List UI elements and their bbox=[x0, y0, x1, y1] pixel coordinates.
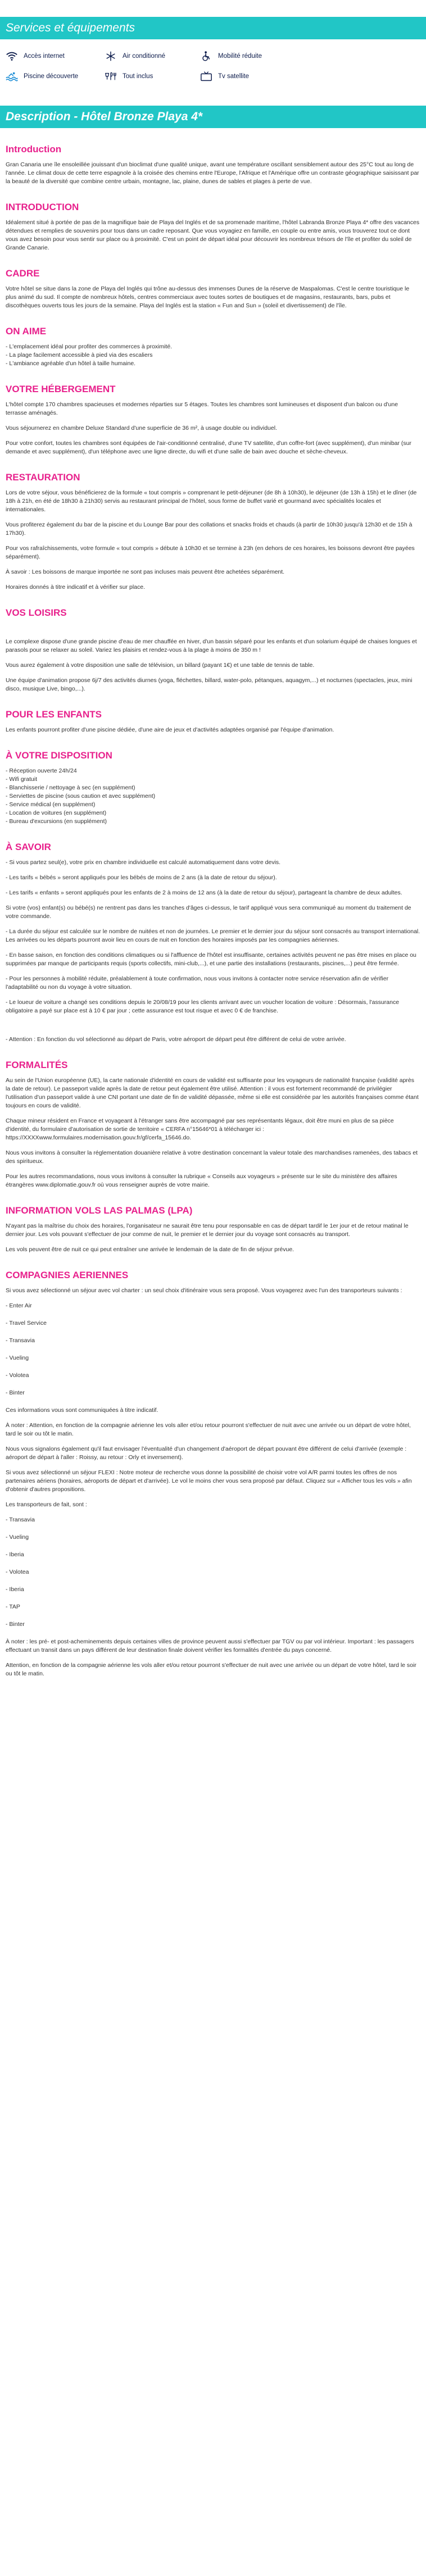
service-pool bbox=[6, 71, 105, 82]
paragraph: Si vous avez sélectionné un séjour FLEXI : Notre moteur de recherche vous donne la possibilité de choisir votre vol A/R parmi toutes les offres de nos partenaires aériens (horaires, aéroports de départ et d'arrivée). Le vol le moins cher vous sera proposé par défaut. Cliquez sur « Afficher tous les vols » afin d'obtenir d'autres propositions. bbox=[6, 1469, 412, 1493]
on-aime-list bbox=[6, 343, 420, 368]
service-label: Air conditionné bbox=[123, 53, 166, 60]
paragraph: Vous séjournerez en chambre Deluxe Standard d'une superficie de 36 m², à usage double ou individuel. bbox=[6, 425, 277, 431]
paragraph: Ces informations vous sont communiquées à titre indicatif. bbox=[6, 1407, 158, 1414]
paragraph: N'ayant pas la maîtrise du choix des horaires, l'organisateur ne saurait être tenu pour responsable en cas de départ tardif le 1er jour et de retour matinal le dernier jour. Les vols pouvant s'effectuer de jour comme de nuit, le premier et le dernier jour du voyage sont consacrés au transport. bbox=[6, 1223, 409, 1238]
description-content bbox=[0, 144, 426, 1678]
list-item: - La plage facilement accessible à pied via des escaliers bbox=[6, 352, 153, 358]
paragraph: Vous aurez également à votre disposition une salle de télévision, un billard (payant 1€) et une table de tennis de table. bbox=[6, 662, 315, 669]
section-heading-disposition: À VOTRE DISPOSITION bbox=[6, 750, 112, 761]
paragraph: Nous vous signalons également qu'il faut envisager l'éventualité d'un changement d'aéroport de départ pouvant être différent de celui d'arrivée (exemple : aéroport de départ à l'aller : Roissy, au retour : Orly et inversement). bbox=[6, 1446, 407, 1461]
disposition-list bbox=[6, 767, 420, 826]
list-item: - TAP bbox=[6, 1603, 20, 1610]
list-item: - Binter bbox=[6, 1621, 25, 1628]
list-item: - Iberia bbox=[6, 1551, 24, 1558]
spacer bbox=[6, 1022, 420, 1035]
list-item: - Iberia bbox=[6, 1586, 24, 1593]
section-heading-restauration: RESTAURATION bbox=[6, 472, 80, 483]
paragraph: Les transporteurs de fait, sont : bbox=[6, 1501, 87, 1508]
all-inclusive-icon bbox=[105, 71, 117, 82]
spacer bbox=[6, 624, 420, 638]
list-item: - Wifi gratuit bbox=[6, 776, 38, 783]
section-heading-enfants: POUR LES ENFANTS bbox=[6, 709, 102, 720]
services-banner: Services et équipements bbox=[0, 17, 426, 39]
section-heading-introduction-2: INTRODUCTION bbox=[6, 202, 79, 212]
carriers-flexi-list bbox=[6, 1516, 420, 1629]
list-item: - Serviettes de piscine (sous caution et avec supplément) bbox=[6, 793, 156, 799]
paragraph: Au sein de l'Union européenne (UE), la carte nationale d'identité en cours de validité est suffisante pour les voyageurs de nationalité française (validité après la date de retour). Le passeport valide après la date de retour peut également être utilisé. Attention : il vous est fortement recommandé de privilégier l'utilisation d'un passeport valide à une CNI portant une date de fin de validité dépassée, même si elle est considérée par les autorités françaises comme étant toujours en cours de validité. bbox=[6, 1077, 419, 1109]
paragraph: - Les tarifs « bébés » seront appliqués pour les bébés de moins de 2 ans (à la date de retour du séjour). bbox=[6, 874, 277, 881]
paragraph: - Attention : En fonction du vol sélectionné au départ de Paris, votre aéroport de départ peut être différent de celui de votre arrivée. bbox=[6, 1036, 346, 1043]
paragraph: - Le loueur de voiture a changé ses conditions depuis le 20/08/19 pour les clients arrivant avec un voucher location de voiture : Désormais, l'assurance obligatoire a payé sur place est à 10 € par jour ; cette assurance est tout risque et avec 0 € de franchise. bbox=[6, 999, 400, 1014]
service-label: Tout inclus bbox=[123, 73, 153, 80]
list-item: - Volotea bbox=[6, 1569, 29, 1575]
services-grid bbox=[0, 39, 426, 92]
wheelchair-icon bbox=[200, 51, 212, 62]
paragraph: Les enfants pourront profiter d'une piscine dédiée, d'une aire de jeux et d'activités adaptées organisé par l'équipe d'animation. bbox=[6, 726, 334, 733]
paragraph: Gran Canaria une île ensoleillée jouissant d'un bioclimat d'une qualité unique, avant une température oscillant sensiblement autour des 25°C tout au long de l'année. Le climat doux de cette terre espagnole à la croisée des chemins entre l'Europe, l'Afrique et l'Amérique offre un contraste géographique saisissant par la beauté de la diversité que combine centre urbain, montagne, lac, plaine, dunes de sables et plages à perte de vue. bbox=[6, 161, 419, 185]
paragraph: - Les tarifs « enfants » seront appliqués pour les enfants de 2 à moins de 12 ans (à la date de retour du séjour), partageant la chambre de deux adultes. bbox=[6, 889, 402, 896]
service-all-inclusive bbox=[105, 71, 200, 82]
list-item: - L'ambiance agréable d'un hôtel à taille humaine. bbox=[6, 360, 136, 367]
service-label: Tv satellite bbox=[218, 73, 249, 80]
paragraph: À noter : les pré- et post-acheminements depuis certaines villes de province peuvent aussi s'effectuer par TGV ou par vol intérieur. Important : les passagers effectuant un transit dans un pays différent de leur destination finale doivent vérifier les formalités d'entrée du pays concerné. bbox=[6, 1638, 414, 1653]
paragraph: Pour les autres recommandations, nous vous invitons à consulter la rubrique « Conseils aux voyageurs » présente sur le site du ministère des affaires étrangères www.diplomatie.gouv.fr où vous renseigner auprès de votre mairie. bbox=[6, 1173, 397, 1188]
paragraph: Attention, en fonction de la compagnie aérienne les vols aller et/ou retour pourront s'effectuer de nuit avec une arrivée ou un départ de votre hôtel, tard le soir ou tôt le matin. bbox=[6, 1662, 416, 1677]
list-item: - L'emplacement idéal pour profiter des commerces à proximité. bbox=[6, 343, 173, 350]
paragraph: Idéalement situé à portée de pas de la magnifique baie de Playa del Inglés et de sa promenade maritime, l'hôtel Labranda Bronze Playa 4* offre des vacances détendues et remplies de souvenirs pour tous dans un cadre reposant. Que vous voyagiez en famille, en couple ou entre amis, vous trouverez tout ce dont vous avez besoin pour vous sentir sur place ou à proximité. C'est un point de départ idéal pour découvrir les nombreux trésors de l'île et profiter du soleil de Grande Canarie. bbox=[6, 219, 420, 251]
section-heading-information-vols: INFORMATION VOLS LAS PALMAS (LPA) bbox=[6, 1205, 193, 1216]
section-heading-introduction: Introduction bbox=[6, 144, 62, 155]
paragraph: À savoir : Les boissons de marque importée ne sont pas incluses mais peuvent être achetées séparément. bbox=[6, 569, 285, 575]
section-heading-savoir: À SAVOIR bbox=[6, 842, 51, 852]
paragraph: Pour vos rafraîchissements, votre formule « tout compris » débute à 10h30 et se termine à 23h (en dehors de ces horaires, les boissons devront être payées séparément). bbox=[6, 545, 415, 560]
list-item: - Réception ouverte 24h/24 bbox=[6, 767, 77, 774]
section-heading-formalites: FORMALITÉS bbox=[6, 1060, 68, 1070]
carriers-charter-list bbox=[6, 1302, 420, 1397]
paragraph: Lors de votre séjour, vous bénéficierez de la formule « tout compris » comprenant le petit-déjeuner (de 8h à 10h30), le déjeuner (de 13h à 15h) et le dîner (de 18h à 21h, en été de 18h30 à 21h30) servis au restaurant principal de l'hôtel, sous forme de buffet varié et gourmand avec spécialités locales et internationales. bbox=[6, 489, 417, 513]
list-item: - Volotea bbox=[6, 1372, 29, 1379]
service-mobility bbox=[200, 51, 420, 62]
pool-icon bbox=[6, 71, 18, 82]
paragraph: Chaque mineur résident en France et voyageant à l'étranger sans être accompagné par ses représentants légaux, doit être muni en plus de sa pièce d'identité, du formulaire d'autorisation de sortie de territoire « CERFA n°15646*01 à télécharger ici : https://XXXXwww.formulaires.modernisation.gouv.fr/gf/cerfa_15646.do. bbox=[6, 1117, 394, 1141]
paragraph: À noter : Attention, en fonction de la compagnie aérienne les vols aller et/ou retour pourront s'effectuer de nuit avec une arrivée ou un départ de votre hôtel, tard le soir ou tôt le matin. bbox=[6, 1422, 411, 1437]
list-item: - Service médical (en supplément) bbox=[6, 801, 96, 808]
paragraph: - Si vous partez seul(e), votre prix en chambre individuelle est calculé automatiquement dans votre devis. bbox=[6, 859, 281, 866]
list-item: - Blanchisserie / nettoyage à sec (en supplément) bbox=[6, 784, 135, 791]
paragraph: Les vols peuvent être de nuit ce qui peut entraîner une arrivée le lendemain de la date de fin de séjour prévue. bbox=[6, 1246, 294, 1253]
page bbox=[0, 17, 426, 1678]
paragraph: Une équipe d'animation propose 6j/7 des activités diurnes (yoga, fléchettes, billard, water-polo, pétanques, aquagym,...) et nocturnes (spectacles, jeux, mini disco, musique Live, bingo,...). bbox=[6, 677, 413, 692]
paragraph: Pour votre confort, toutes les chambres sont équipées de l'air-conditionné centralisé, d'une TV satellite, d'un coffre-fort (avec supplément), d'un minibar (sur demande et avec supplément), d'un téléphone avec une ligne directe, du wifi et d'une salle de bain avec douche et sèche-cheveux. bbox=[6, 440, 412, 455]
paragraph: - En basse saison, en fonction des conditions climatiques ou si l'affluence de l'hôtel est insuffisante, certaines activités peuvent ne pas être mises en place ou supprimées par manque de participants requis (sports collectifs, mini-club,...), et une partie des installations (restaurants, piscines,...) peut être fermée. bbox=[6, 952, 416, 967]
service-internet bbox=[6, 51, 105, 62]
tv-icon bbox=[200, 71, 212, 82]
snowflake-icon bbox=[105, 51, 117, 62]
paragraph: Le complexe dispose d'une grande piscine d'eau de mer chauffée en hiver, d'un bassin séparé pour les enfants et d'un solarium équipé de chaises longues et parasols pour se relaxer au soleil. Variez les plaisirs et rendez-vous à la plage à moins de 350 m ! bbox=[6, 638, 417, 653]
paragraph: Votre hôtel se situe dans la zone de Playa del Inglés qui trône au-dessus des immenses Dunes de la réserve de Maspalomas. C'est le centre touristique le plus animé du sud. Il compte de nombreux hôtels, centres commerciaux avec toutes sortes de boutiques et de magasins, restaurants, bars, pubs et discothèques ouverts tous les jours de la semaine. Playa del Inglés est la station « Fun and Sun » (soleil et divertissement) de l'île. bbox=[6, 285, 410, 309]
paragraph: - Pour les personnes à mobilité réduite, préalablement à toute confirmation, nous vous invitons à contacter notre service réservation afin de vérifier l'adaptabilité ou non du voyage à votre situation. bbox=[6, 975, 389, 991]
service-label: Mobilité réduite bbox=[218, 53, 262, 60]
section-heading-loisirs: VOS LOISIRS bbox=[6, 607, 67, 618]
paragraph: Nous vous invitons à consulter la réglementation douanière relative à votre destination concernant la valeur totale des marchandises ramenées, des tabacs et des spiritueux. bbox=[6, 1150, 418, 1165]
paragraph: Si votre (vos) enfant(s) ou bébé(s) ne rentrent pas dans les tranches d'âges ci-dessus, le tarif appliqué vous sera communiqué au moment du traitement de votre commande. bbox=[6, 905, 411, 920]
list-item: - Travel Service bbox=[6, 1320, 47, 1326]
list-item: - Vueling bbox=[6, 1355, 29, 1361]
list-item: - Enter Air bbox=[6, 1302, 32, 1309]
section-heading-hebergement: VOTRE HÉBERGEMENT bbox=[6, 384, 116, 394]
section-heading-on-aime: ON AIME bbox=[6, 326, 47, 337]
wifi-icon bbox=[6, 51, 18, 62]
service-tv bbox=[200, 71, 420, 82]
list-item: - Transavia bbox=[6, 1516, 35, 1523]
paragraph: L'hôtel compte 170 chambres spacieuses et modernes réparties sur 5 étages. Toutes les chambres sont lumineuses et disposent d'un balcon ou d'une terrasse aménagés. bbox=[6, 401, 398, 416]
section-heading-compagnies: COMPAGNIES AERIENNES bbox=[6, 1270, 129, 1280]
paragraph: - La durée du séjour est calculée sur le nombre de nuitées et non de journées. Le premier et le dernier jour du séjour sont consacrés au transport international. Les arrivées ou les départs pourront avoir lieu en cours de nuit en fonction des horaires imposés par les compagnies aériennes. bbox=[6, 928, 420, 943]
list-item: - Transavia bbox=[6, 1337, 35, 1344]
section-heading-cadre: CADRE bbox=[6, 268, 40, 279]
paragraph: Vous profiterez également du bar de la piscine et du Lounge Bar pour des collations et snacks froids et chauds (à partir de 10h30 jusqu'à 12h30 et de 15h à 17h30). bbox=[6, 521, 413, 537]
list-item: - Binter bbox=[6, 1389, 25, 1396]
paragraph: Si vous avez sélectionné un séjour avec vol charter : un seul choix d'itinéraire vous sera proposé. Vous voyagerez avec l'un des transporteurs suivants : bbox=[6, 1287, 402, 1294]
service-label: Piscine découverte bbox=[24, 73, 79, 80]
description-banner: Description - Hôtel Bronze Playa 4* bbox=[0, 106, 426, 128]
list-item: - Location de voitures (en supplément) bbox=[6, 810, 107, 816]
service-label: Accès internet bbox=[24, 53, 65, 60]
list-item: - Bureau d'excursions (en supplément) bbox=[6, 818, 107, 825]
service-aircon bbox=[105, 51, 200, 62]
paragraph: Horaires donnés à titre indicatif et à vérifier sur place. bbox=[6, 584, 146, 590]
list-item: - Vueling bbox=[6, 1534, 29, 1541]
